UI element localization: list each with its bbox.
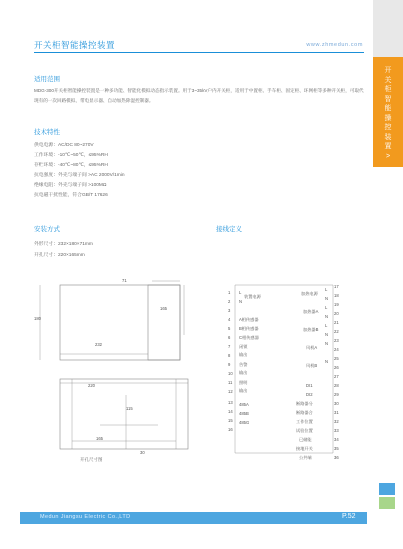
terminal-number: 9	[228, 362, 231, 367]
terminal-label: N	[325, 314, 329, 319]
terminal-number: 5	[228, 326, 231, 331]
terminal-label: B相传感器	[239, 326, 259, 331]
side-tab-top	[373, 0, 403, 57]
terminal-label: L	[239, 290, 242, 295]
terminal-label: N	[239, 299, 243, 304]
terminal-label: 加热器A	[303, 309, 319, 314]
application-heading: 适用范围	[34, 76, 60, 83]
spec-item: 存贮环境：-40℃~80℃，≤95%RH	[34, 163, 108, 168]
side-tab-label: 开关柜智能操控装置>	[384, 67, 392, 160]
terminal-label: 装置电源	[244, 294, 261, 299]
terminal-label: 断路器分	[296, 401, 313, 406]
terminal-label: N	[325, 359, 329, 364]
terminal-label: 接地开关	[296, 446, 313, 451]
terminal-label: L	[325, 287, 328, 292]
terminal-number: 36	[334, 455, 339, 460]
terminal-number: 15	[228, 418, 233, 423]
spec-item: 抗电强度：外壳与端子间 >AC 2000V/1min	[34, 173, 125, 178]
terminal-label: 485B	[239, 411, 249, 416]
terminal-label: C相传感器	[239, 335, 259, 340]
terminal-label: L	[325, 305, 328, 310]
dim-115: 115	[126, 406, 133, 411]
terminal-number: 22	[334, 329, 339, 334]
terminal-number: 16	[228, 427, 233, 432]
terminal-number: 2	[228, 299, 231, 304]
application-text: MDG-300开关柜智能操控装置是一种多功能、智能化模拟动态指示装置。用于3~35kV户内开关柜，适用于中置柜、手车柜、固定柜、环网柜等多种开关柜，可取代现有的一次回路模拟、带电显示器、自动加热除湿控制器。	[34, 88, 364, 103]
terminal-label: 风机A	[306, 345, 318, 350]
terminal-number: 6	[228, 335, 231, 340]
terminal-label: 输出	[239, 370, 248, 375]
terminal-number: 13	[228, 400, 233, 405]
terminal-number: 10	[228, 371, 233, 376]
dim-220: 220	[88, 383, 95, 388]
terminal-label: 输出	[239, 388, 248, 393]
page-title: 开关柜智能操控装置	[34, 40, 116, 50]
terminal-number: 33	[334, 428, 339, 433]
page-number: P.52	[342, 513, 356, 520]
wiring-heading: 接线定义	[216, 226, 242, 233]
terminal-label: A相传感器	[239, 317, 259, 322]
terminal-number: 31	[334, 410, 339, 415]
terminal-label: 照明	[239, 380, 248, 385]
terminal-label: 闭锁	[239, 344, 248, 349]
terminal-label: 加热电源	[301, 291, 318, 296]
terminal-number: 28	[334, 383, 339, 388]
company-logo-icon	[378, 482, 396, 512]
terminal-label: N	[325, 332, 329, 337]
website-url[interactable]: www.zhmedun.com	[306, 42, 363, 48]
terminal-number: 32	[334, 419, 339, 424]
dim-165b: 165	[96, 436, 103, 441]
terminal-label: 断路器合	[296, 410, 313, 415]
terminal-label: DI2	[306, 392, 313, 397]
cutout-size: 开孔尺寸：220×165mm	[34, 253, 85, 258]
terminal-label: 告警	[239, 362, 248, 367]
terminal-number: 3	[228, 308, 231, 313]
dimension-drawing	[30, 275, 190, 475]
terminal-number: 4	[228, 317, 231, 322]
terminal-label: 输出	[239, 352, 248, 357]
terminal-label: N	[325, 296, 329, 301]
dim-71: 71	[122, 278, 127, 283]
terminal-number: 25	[334, 356, 339, 361]
terminal-number: 7	[228, 344, 231, 349]
terminal-label: 485A	[239, 402, 249, 407]
terminal-number: 12	[228, 389, 233, 394]
dim-180: 180	[34, 316, 41, 321]
terminal-number: 20	[334, 311, 339, 316]
terminal-label: N	[325, 341, 329, 346]
terminal-number: 24	[334, 347, 339, 352]
terminal-number: 1	[228, 290, 231, 295]
outer-size: 外形尺寸：232×180×71mm	[34, 242, 93, 247]
terminal-number: 19	[334, 302, 339, 307]
terminal-number: 29	[334, 392, 339, 397]
terminal-label: DI1	[306, 383, 313, 388]
terminal-number: 34	[334, 437, 339, 442]
terminal-number: 8	[228, 353, 231, 358]
dim-165: 165	[160, 306, 167, 311]
spec-item: 供电电源：AC/DC 80~270V	[34, 143, 94, 148]
terminal-label: L	[325, 323, 328, 328]
terminal-number: 14	[228, 409, 233, 414]
specs-heading: 技术特性	[34, 129, 60, 136]
terminal-label: 已储能	[299, 437, 312, 442]
terminal-number: 23	[334, 338, 339, 343]
terminal-label: 485G	[239, 420, 250, 425]
spec-item: 抗电磁干扰性能，符合GB/T 17626	[34, 193, 108, 198]
terminal-number: 17	[334, 284, 339, 289]
header-divider	[34, 52, 364, 53]
terminal-number: 18	[334, 293, 339, 298]
terminal-number: 21	[334, 320, 339, 325]
terminal-number: 35	[334, 446, 339, 451]
spec-item: 工作环境：-10℃~50℃，≤95%RH	[34, 153, 108, 158]
footer-company: Medun Jiangsu Electric Co.,LTD	[40, 514, 131, 520]
terminal-number: 11	[228, 380, 233, 385]
dim-232: 232	[95, 342, 102, 347]
install-heading: 安装方式	[34, 226, 60, 233]
terminal-label: 风机B	[306, 363, 318, 368]
spec-item: 绝缘电阻：外壳与端子间 >100MΩ	[34, 183, 107, 188]
terminal-number: 27	[334, 374, 339, 379]
terminal-label: 试验位置	[296, 428, 313, 433]
terminal-number: 30	[334, 401, 339, 406]
terminal-number: 26	[334, 365, 339, 370]
terminal-label: 加热器B	[303, 327, 319, 332]
terminal-label: 工作位置	[296, 419, 313, 424]
terminal-label: 公共端	[299, 455, 312, 460]
dim-30: 30	[140, 450, 145, 455]
drawing-caption: 开孔尺寸图	[80, 457, 103, 462]
